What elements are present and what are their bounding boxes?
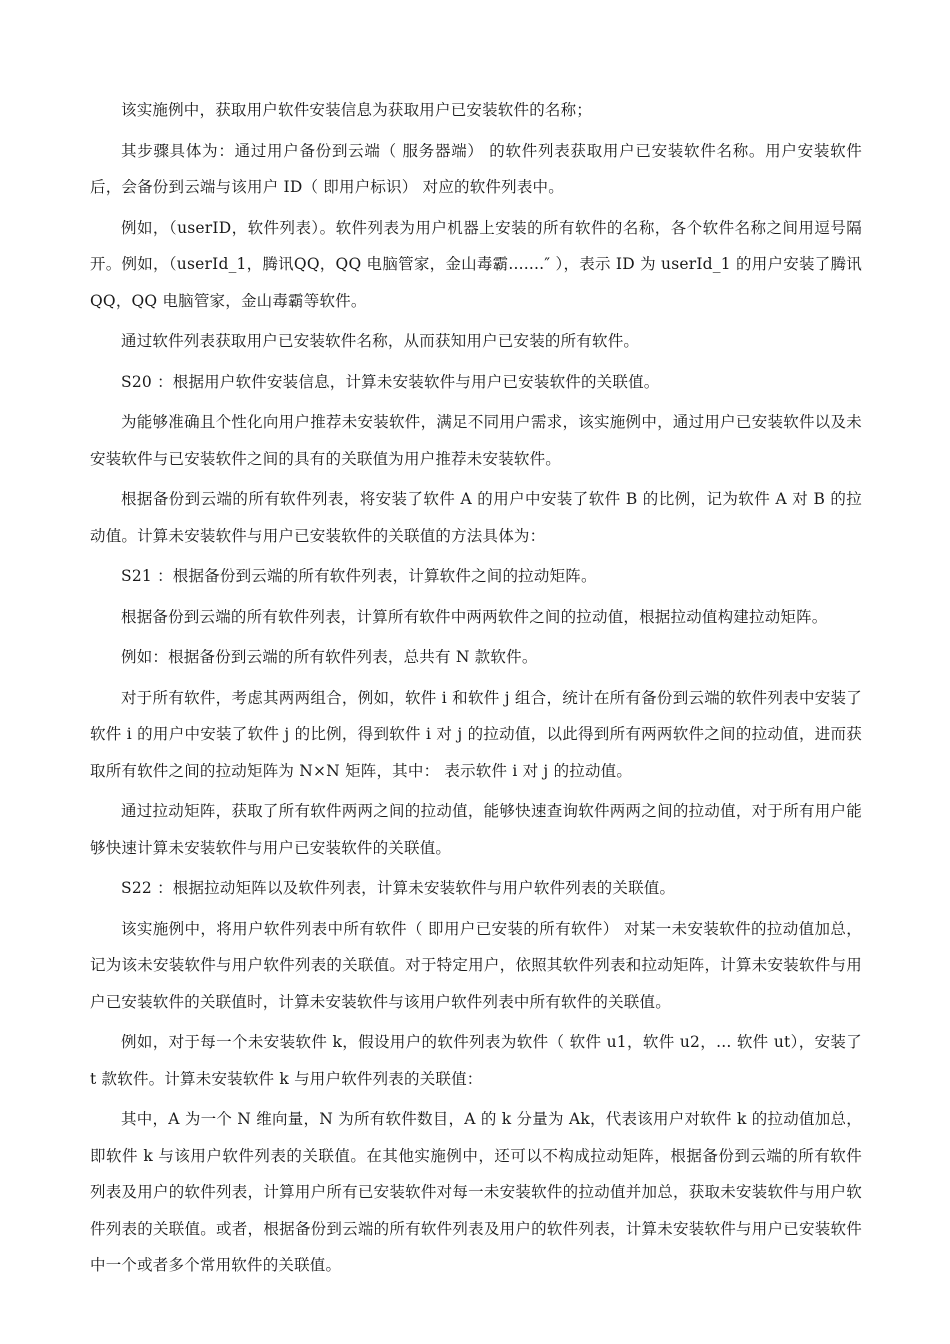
paragraph-15: 例如，对于每一个未安装软件 k，假设用户的软件列表为软件（ 软件 u1，软件 u2，... 软件 ut），安装了 t 款软件。计算未安装软件 k 与用户软件列表的关联值： (90, 1033, 862, 1088)
paragraph-1: 该实施例中，获取用户软件安装信息为获取用户已安装软件的名称； (121, 101, 593, 119)
paragraph-16: 其中，A 为一个 N 维向量，N 为所有软件数目，A 的 k 分量为 Ak，代表该用户对软件 k 的拉动值加总，即软件 k 与该用户软件列表的关联值。在其他实施例中，还可以不构成拉动矩阵，根据备份到云端的所有软件列表及用户的软件列表，计算用户所有已安装软件对每一未安装软件的拉动值并加总，获取未安装软件与用户软件列表的关联值。或者，根据备份到云端的所有软件列表及用户的软件列表，计算未安装软件与用户已安装软件中一个或者多个常用软件的关联值。 (90, 1110, 862, 1274)
paragraph-7: 根据备份到云端的所有软件列表，将安装了软件 A 的用户中安装了软件 B 的比例，记为软件 A 对 B 的拉动值。计算未安装软件与用户已安装软件的关联值的方法具体为： (90, 490, 862, 545)
paragraph-14: 该实施例中，将用户软件列表中所有软件（ 即用户已安装的所有软件） 对某一未安装软件的拉动值加总，记为该未安装软件与用户软件列表的关联值。对于特定用户，依照其软件列表和拉动矩阵，计算未安装软件与用户已安装软件的关联值时，计算未安装软件与该用户软件列表中所有软件的关联值。 (90, 919, 862, 1011)
paragraph-9: 根据备份到云端的所有软件列表，计算所有软件中两两软件之间的拉动值，根据拉动值构建拉动矩阵。 (121, 607, 828, 626)
paragraph-10: 例如：根据备份到云端的所有软件列表，总共有 N 款软件。 (121, 648, 538, 666)
paragraph-4: 通过软件列表获取用户已安装软件名称，从而获知用户已安装的所有软件。 (121, 332, 640, 350)
paragraph-6: 为能够准确且个性化向用户推荐未安装软件，满足不同用户需求，该实施例中，通过用户已安装软件以及未安装软件与已安装软件之间的具有的关联值为用户推荐未安装软件。 (90, 413, 862, 468)
step-s21-heading: S21 ：根据备份到云端的所有软件列表，计算软件之间的拉动矩阵。 (121, 567, 597, 585)
step-s22-heading: S22 ：根据拉动矩阵以及软件列表，计算未安装软件与用户软件列表的关联值。 (121, 879, 676, 897)
paragraph-11: 对于所有软件，考虑其两两组合，例如，软件 i 和软件 j 组合，统计在所有备份到云端的软件列表中安装了软件 i 的用户中安装了软件 j 的比例，得到软件 i 对 j 的拉动值，以此得到所有两两软件之间的拉动值，进而获取所有软件之间的拉动矩阵为 N×N 矩阵，其中： 表示软件 i 对 j 的拉动值。 (90, 688, 862, 780)
document-body (90, 92, 862, 1288)
paragraph-2: 其步骤具体为：通过用户备份到云端（ 服务器端） 的软件列表获取用户已安装软件名称。用户安装软件后，会备份到云端与该用户 ID（ 即用户标识） 对应的软件列表中。 (90, 141, 862, 196)
paragraph-12: 通过拉动矩阵，获取了所有软件两两之间的拉动值，能够快速查询软件两两之间的拉动值，对于所有用户能够快速计算未安装软件与用户已安装软件的关联值。 (90, 802, 862, 857)
step-s20-heading: S20 ：根据用户软件安装信息，计算未安装软件与用户已安装软件的关联值。 (121, 372, 660, 391)
paragraph-3: 例如，（userID，软件列表）。软件列表为用户机器上安装的所有软件的名称，各个软件名称之间用逗号隔开。例如，（userId_1，腾讯QQ，QQ 电脑管家，金山毒霸.......″ ），表示 ID 为 userId_1 的用户安装了腾讯QQ，QQ 电脑管家，金山毒霸等软件。 (90, 218, 862, 310)
